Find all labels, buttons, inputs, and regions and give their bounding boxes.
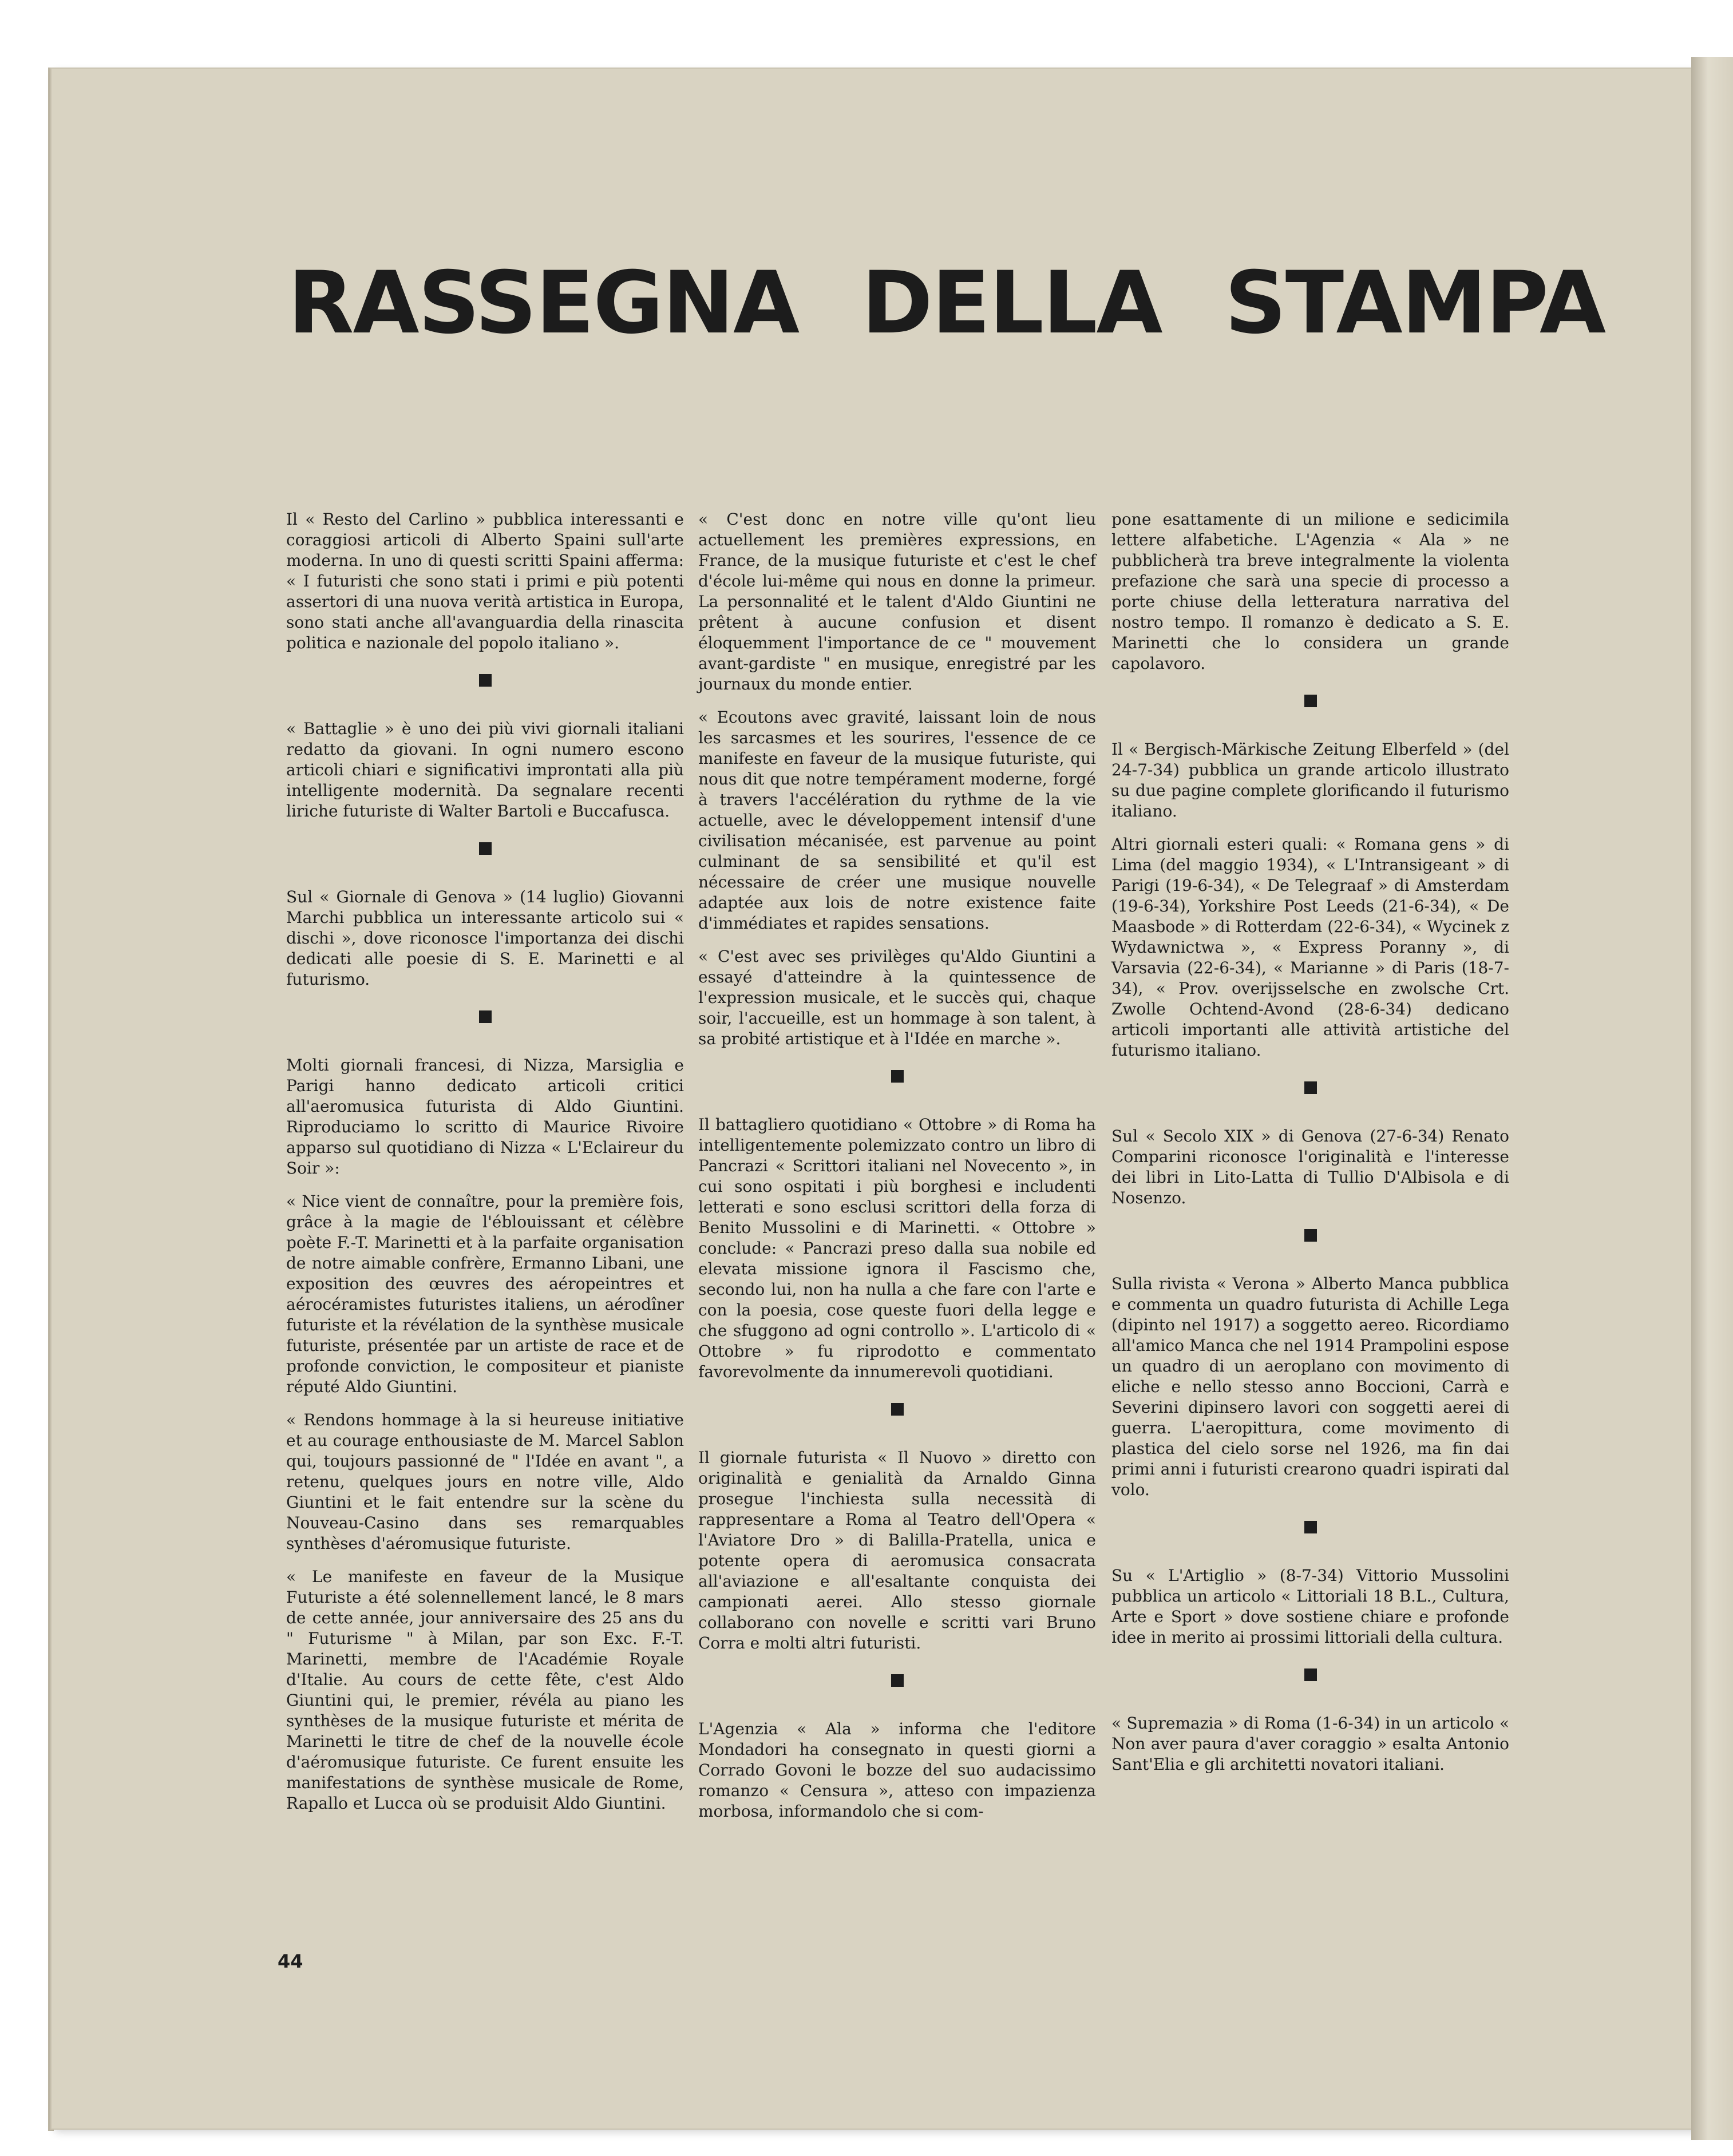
article-paragraph: « Le manifeste en faveur de la Musique Futuriste a été solennellement lancé, le 8 mars de cette année, jour anniversaire des 25 ans du " Futurisme " à Milan, par son Exc. F.-T. Marinetti, membre de l'Académie Royale d'Italie. Au cours de cette fête, c'est Aldo Giuntini qui, le premier, révéla au piano les synthèses de la musique futuriste et mérita de Marinetti le titre de chef de la nouvelle école d'aéromusique futuriste. Ce furent ensuite les manifestations de synthèse musicale de Rome, Rapallo et Lucca où se produisit Aldo Giuntini. — [286, 1567, 684, 1813]
article-paragraph: « C'est donc en notre ville qu'ont lieu actuellement les premières expressions, en France, de la musique futuriste et c'est le chef d'école lui-même qui nous en donne la primeur. La personnalité et le talent d'Aldo Giuntini ne prêtent à aucune confusion et disent éloquemment l'importance de ce " mouvement avant-gardiste " en musique, enregistré par les journaux du monde entier. — [698, 510, 1096, 693]
article-paragraph: Il « Resto del Carlino » pubblica interessanti e coraggiosi articoli di Alberto Spaini sull'arte moderna. In uno di questi scritti Spaini afferma: « I futuristi che sono stati i primi e più potenti assertori di una nuova verità artistica in Europa, sono stati anche all'avanguardia della rinascita politica e nazionale del popolo italiano ». — [286, 510, 684, 652]
article-paragraph: pone esattamente di un milione e sedicimila lettere alfabetiche. L'Agenzia « Ala » ne pubblicherà tra breve integralmente la violenta prefazione che sarà una specie di processo a porte chiuse della letteratura narrativa del nostro tempo. Il romanzo è dedicato a S. E. Marinetti che lo considera un grande capolavoro. — [1111, 510, 1509, 673]
section-separator — [1304, 695, 1317, 707]
article-paragraph: Il giornale futurista « Il Nuovo » diretto con originalità e genialità da Arnaldo Ginna prosegue l'inchiesta sulla necessità di rappresentare a Roma al Teatro dell'Opera « l'Aviatore Dro » di Balilla-Pratella, unica e potente opera di aeromusica consacrata all'aviazione e all'esaltante conquista dei campionati aerei. Allo stesso giornale collaborano con novelle e scritti vari Bruno Corra e molti altri futuristi. — [698, 1448, 1096, 1652]
article-paragraph: « C'est avec ses privilèges qu'Aldo Giuntini a essayé d'atteindre à la quintessence de l'expression musicale, et le succès qui, chaque soir, l'accueille, est un hommage à son talent, à sa probité artistique et à l'Idée en marche ». — [698, 947, 1096, 1048]
section-separator — [891, 1674, 904, 1687]
section-separator — [891, 1403, 904, 1416]
column-1 — [286, 509, 684, 1826]
article-paragraph: Altri giornali esteri quali: « Romana gens » di Lima (del maggio 1934), « L'Intransigeant » di Parigi (19-6-34), « De Telegraaf » di Amsterdam (19-6-34), Yorkshire Post Leeds (21-6-34), « De Maasbode » di Rotterdam (22-6-34), « Wycinek z Wydawnictwa », « Express Poranny », di Varsavia (22-6-34), « Marianne » di Paris (18-7-34), « Prov. overijsselsche en zwolsche Crt. Zwolle Ochtend-Avond (28-6-34) dedicano articoli importanti alle attività artistiche del futurismo italiano. — [1111, 835, 1509, 1060]
page-spine — [1691, 57, 1733, 2140]
page-title: RASSEGNA DELLA STAMPA — [288, 253, 1605, 353]
section-separator — [1304, 1081, 1317, 1094]
section-separator — [479, 674, 492, 687]
column-3 — [1111, 509, 1509, 1788]
article-paragraph: « Rendons hommage à la si heureuse initiative et au courage enthousiaste de M. Marcel Sablon qui, toujours passionné de " l'Idée en avant ", a retenu, quelques jours en notre ville, Aldo Giuntini et le fait entendre sur la scène du Nouveau-Casino dans ses remarquables synthèses d'aéromusique futuriste. — [286, 1410, 684, 1553]
section-separator — [1304, 1668, 1317, 1681]
article-paragraph: « Nice vient de connaître, pour la première fois, grâce à la magie de l'éblouissant et célèbre poète F.-T. Marinetti et à la parfaite organisation de notre aimable confrère, Ermanno Libani, une exposition des œuvres des aéropeintres et aérocéramistes futuristes italiens, un aérodîner futuriste et la révélation de la synthèse musicale futuriste, présentée par un artiste de race et de profonde conviction, le compositeur et pianiste réputé Aldo Giuntini. — [286, 1192, 684, 1396]
page-number: 44 — [278, 1951, 303, 1972]
article-paragraph: « Supremazia » di Roma (1-6-34) in un articolo « Non aver paura d'aver coraggio » esalta Antonio Sant'Elia e gli architetti novatori italiani. — [1111, 1714, 1509, 1774]
article-paragraph: Molti giornali francesi, di Nizza, Marsiglia e Parigi hanno dedicato articoli critici all'aeromusica futurista di Aldo Giuntini. Riproduciamo lo scritto di Maurice Rivoire apparso sul quotidiano di Nizza « L'Eclaireur du Soir »: — [286, 1056, 684, 1178]
article-paragraph: Sul « Giornale di Genova » (14 luglio) Giovanni Marchi pubblica un interessante articolo sui « dischi », dove riconosce l'importanza dei dischi dedicati alle poesie di S. E. Marinetti e al futurismo. — [286, 887, 684, 989]
article-paragraph: Sulla rivista « Verona » Alberto Manca pubblica e commenta un quadro futurista di Achille Lega (dipinto nel 1917) a soggetto aereo. Ricordiamo all'amico Manca che nel 1914 Prampolini espose un quadro di un aeroplano con movimento di eliche e nello stesso anno Boccioni, Carrà e Severini dipinsero lavori con soggetti aerei di guerra. L'aeropittura, come movimento di plastica del cielo sorse nel 1926, ma fin dai primi anni i futuristi crearono quadri ispirati dal volo. — [1111, 1274, 1509, 1499]
section-separator — [1304, 1521, 1317, 1533]
section-separator — [891, 1070, 904, 1083]
article-paragraph: Su « L'Artiglio » (8-7-34) Vittorio Mussolini pubblica un articolo « Littoriali 18 B.L., Cultura, Arte e Sport » dove sostiene chiare e profonde idee in merito ai prossimi littoriali della cultura. — [1111, 1566, 1509, 1647]
column-2 — [698, 509, 1096, 1834]
article-paragraph: Sul « Secolo XIX » di Genova (27-6-34) Renato Comparini riconosce l'originalità e l'interesse dei libri in Lito-Latta di Tullio D'Albisola e di Nosenzo. — [1111, 1127, 1509, 1207]
article-paragraph: Il « Bergisch-Märkische Zeitung Elberfeld » (del 24-7-34) pubblica un grande articolo illustrato su due pagine complete glorificando il futurismo italiano. — [1111, 740, 1509, 821]
section-separator — [479, 842, 492, 855]
article-paragraph: « Ecoutons avec gravité, laissant loin de nous les sarcasmes et les sourires, l'essence de ce manifeste en faveur de la musique futuriste, qui nous dit que notre tempérament moderne, forgé à travers l'accélération du rythme de la vie actuelle, avec le développement intensif d'une civilisation mécanisée, est parvenue au point culminant de sa sensibilité et qu'il est nécessaire de créer une musique nouvelle adaptée aux lois de notre existence faite d'immédiates et rapides sensations. — [698, 708, 1096, 933]
section-separator — [479, 1010, 492, 1023]
article-paragraph: Il battagliero quotidiano « Ottobre » di Roma ha intelligentemente polemizzato contro un libro di Pancrazi « Scrittori italiani nel Novecento », in cui sono ospitati i più borghesi e includenti letterati e sono esclusi scrittori della forza di Benito Mussolini e di Marinetti. « Ottobre » conclude: « Pancrazi preso dalla sua nobile ed elevata missione ignora il Fascismo che, secondo lui, non ha nulla a che fare con l'arte e con la poesia, cose queste fuori della legge e che sfuggono ad ogni controllo ». L'articolo di « Ottobre » fu riprodotto e commentato favorevolmente da innumerevoli quotidiani. — [698, 1115, 1096, 1381]
article-paragraph: L'Agenzia « Ala » informa che l'editore Mondadori ha consegnato in questi giorni a Corrado Govoni le bozze del suo audacissimo romanzo « Censura », atteso con impazienza morbosa, informandolo che si com- — [698, 1719, 1096, 1821]
article-paragraph: « Battaglie » è uno dei più vivi giornali italiani redatto da giovani. In ogni numero escono articoli chiari e significativi improntati alla più intelligente modernità. Da segnalare recenti liriche futuriste di Walter Bartoli e Buccafusca. — [286, 719, 684, 821]
section-separator — [1304, 1229, 1317, 1242]
